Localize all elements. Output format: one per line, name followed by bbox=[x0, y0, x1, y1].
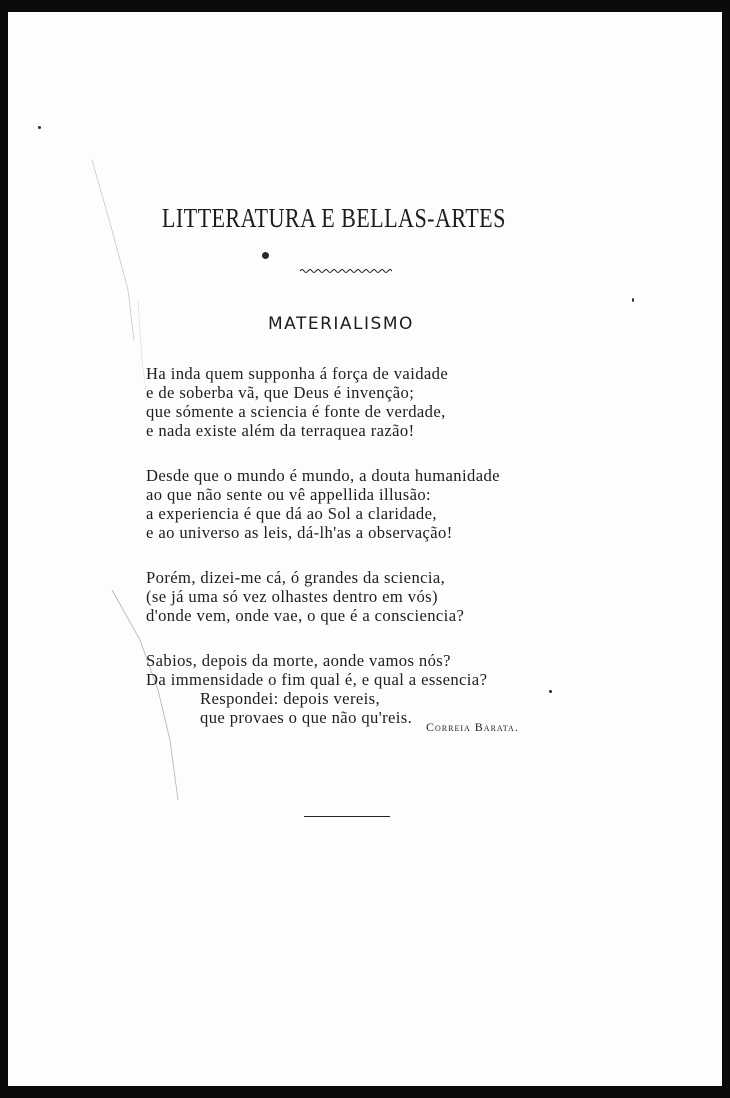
poem-line: Desde que o mundo é mundo, a douta humanidade bbox=[146, 466, 500, 485]
ink-dot bbox=[262, 252, 269, 259]
ornamental-wavy-rule bbox=[300, 268, 392, 274]
poem-title: MATERIALISMO bbox=[268, 314, 414, 334]
stanza-4 bbox=[146, 651, 596, 727]
poem-line: d'onde vem, onde vae, o que é a consciencia? bbox=[146, 606, 465, 625]
stanza-3 bbox=[146, 568, 596, 625]
poem-line: que sómente a sciencia é fonte de verdade, bbox=[146, 402, 446, 421]
poem-body bbox=[146, 364, 596, 727]
poem-line: Ha inda quem supponha á força de vaidade bbox=[146, 364, 449, 383]
stanza-2 bbox=[146, 466, 596, 542]
stanza-1 bbox=[146, 364, 596, 440]
author-name: Correia Barata. bbox=[426, 720, 519, 734]
poem-line: Sabios, depois da morte, aonde vamos nós? bbox=[146, 651, 451, 670]
poem-line: (se já uma só vez olhastes dentro em vós) bbox=[146, 587, 438, 606]
poem-line: e de soberba vã, que Deus é invenção; bbox=[146, 383, 415, 402]
ink-speck bbox=[632, 298, 634, 302]
poem-line: e ao universo as leis, dá-lh'as a observação! bbox=[146, 523, 453, 542]
poem-line: Porém, dizei-me cá, ó grandes da sciencia, bbox=[146, 568, 446, 587]
ink-speck bbox=[38, 126, 41, 129]
end-rule bbox=[304, 816, 390, 817]
section-title: LITTERATURA E BELLAS-ARTES bbox=[161, 203, 506, 233]
poem-line: ao que não sente ou vê appellida illusão: bbox=[146, 485, 432, 504]
poem-author bbox=[426, 720, 519, 735]
poem-line: que provaes o que não qu'reis. bbox=[200, 708, 413, 727]
poem-line: Respondei: depois vereis, bbox=[200, 689, 381, 708]
poem-line: a experiencia é que dá ao Sol a claridade, bbox=[146, 504, 437, 523]
poem-line: Da immensidade o fim qual é, e qual a essencia? bbox=[146, 670, 488, 689]
poem-line: e nada existe além da terraquea razão! bbox=[146, 421, 415, 440]
